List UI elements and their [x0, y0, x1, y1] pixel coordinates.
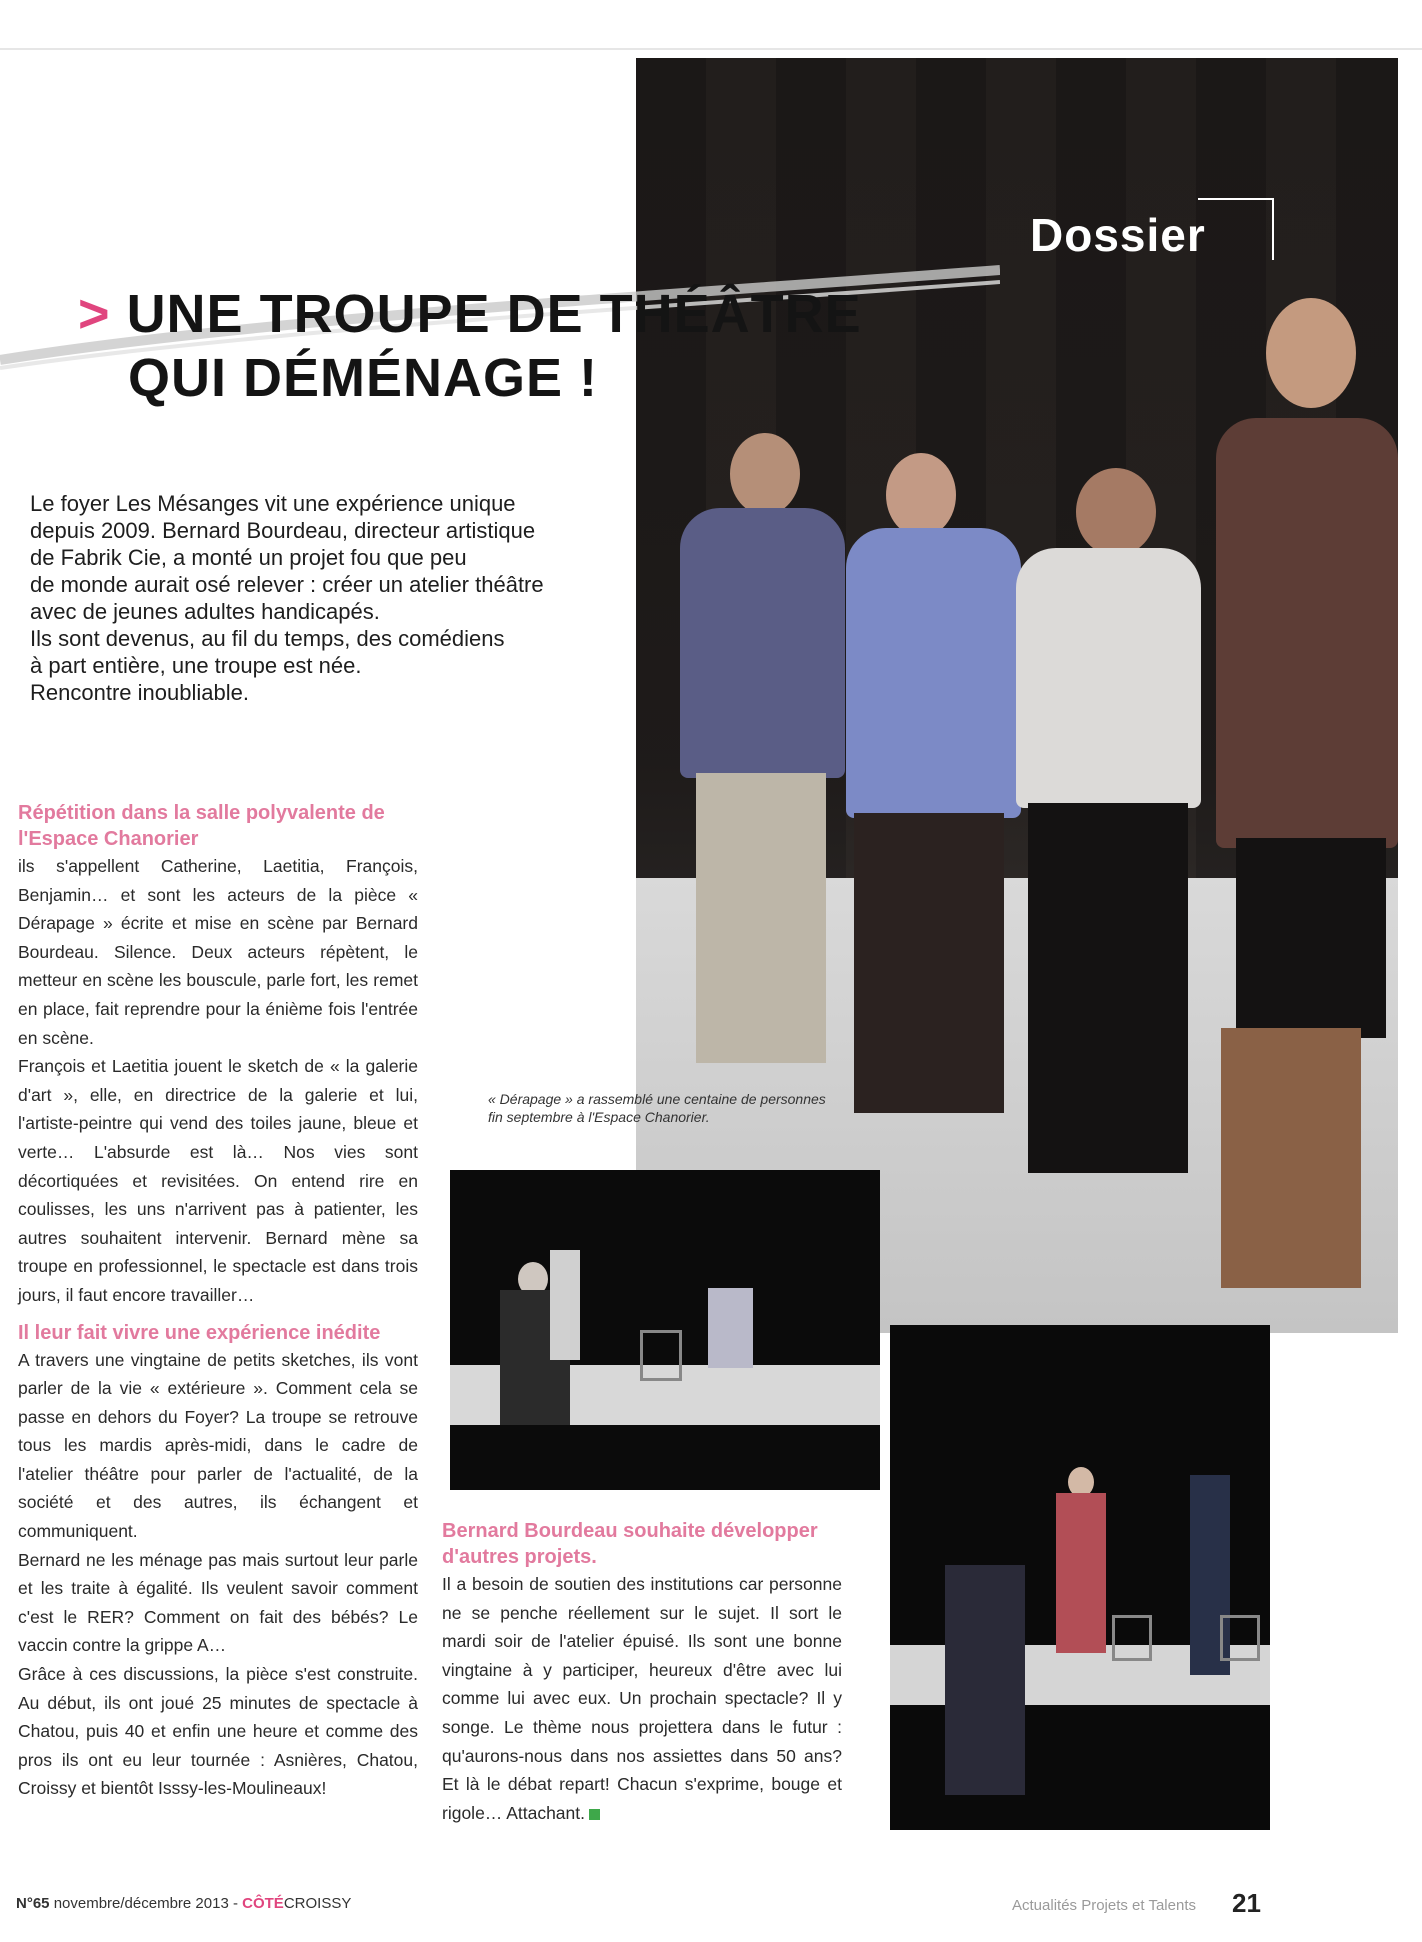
actor-head [730, 433, 800, 515]
actor-figure [1056, 1493, 1106, 1653]
page-number: 21 [1232, 1888, 1261, 1918]
right-column [442, 1518, 842, 1827]
intro-line: de monde aurait osé relever : créer un atelier théâtre [30, 572, 544, 597]
rehearsal-photo-2 [890, 1325, 1270, 1830]
paragraph [442, 1570, 842, 1827]
chair [640, 1330, 682, 1381]
article-title [78, 282, 862, 410]
actor-head [886, 453, 956, 537]
intro-line: de Fabrik Cie, a monté un projet fou que peu [30, 545, 467, 570]
caption-line: fin septembre à l'Espace Chanorier. [488, 1109, 710, 1125]
actor-legs [696, 773, 826, 1063]
subheading-experience: Il leur fait vivre une expérience inédite [18, 1321, 381, 1344]
director-figure [945, 1565, 1025, 1795]
corner-bracket [1198, 198, 1274, 260]
paragraph: Bernard ne les ménage pas mais surtout leur parle et les traite à égalité. Ils veulent savoir comment c'est le RER? Comment on fait des bébés? Le vaccin contre la grippe A… [18, 1549, 418, 1656]
footer-section: Actualités Projets et Talents [1012, 1897, 1196, 1914]
brand-name-rest: CROISSY [283, 1895, 352, 1912]
paragraph-text: Il a besoin de soutien des institutions car personne ne se penche réellement sur le sujet. Il sort le mardi soir de l'atelier épuisé. Ils sont une bonne vingtaine à y participer, heureux d'être avec lui comme lui avec eux. Un prochain spectacle? Il y songe. Le thème nous projettera dans le futur : qu'aurons-nous dans nos assiettes dans 50 ans? Et là le débat repart! Chacun s'exprime, bouge et rigole… Attachant. [442, 1574, 842, 1823]
actor-body [1016, 548, 1201, 808]
end-of-article-square-icon [589, 1809, 600, 1820]
intro-line: Le foyer Les Mésanges vit une expérience unique [30, 491, 516, 516]
title-chevron-icon: > [78, 284, 111, 344]
issue-number: N°65 [16, 1895, 50, 1912]
title-line-2: QUI DÉMÉNAGE ! [128, 348, 599, 408]
section-label: Dossier [1030, 209, 1206, 261]
actor-figure [550, 1250, 580, 1360]
seated-actor [708, 1288, 753, 1368]
footer-issue [16, 1895, 351, 1912]
actor-body [1216, 418, 1398, 848]
subheading-projects: Bernard Bourdeau souhaite développer d'autres projets. [442, 1520, 818, 1568]
intro-line: Rencontre inoubliable. [30, 680, 249, 705]
intro-text [30, 490, 590, 706]
paragraph: François et Laetitia jouent le sketch de « la galerie d'art », elle, en directrice de la galerie et lui, l'artiste-peintre qui vend des toiles jaune, bleue et verte… L'absurde est là… Nos vies sont décortiquées et revisitées. On entend rire en coulisses, les uns n'arrivent pas à patienter, les autres souhaitent intervenir. Bernard mène sa troupe en professionnel, le spectacle est dans trois jours, il faut encore travailler… [18, 1056, 418, 1305]
actor-boots [1221, 1028, 1361, 1288]
paragraph: Grâce à ces discussions, la pièce s'est construite. Au début, ils ont joué 25 minutes de spectacle à Chatou, puis 40 et enfin une heure et comme des pros ils ont eu leur tournée : Asnières, Chatou, Croissy et bientôt Isssy-les-Moulineaux! [18, 1664, 418, 1799]
chair [1112, 1615, 1152, 1661]
rehearsal-photo-1 [450, 1170, 880, 1490]
actor-body [680, 508, 845, 778]
intro-line: Ils sont devenus, au fil du temps, des comédiens [30, 626, 505, 651]
brand-name-bold: CÔTÉ [242, 1895, 284, 1912]
main-photo-troupe [636, 58, 1398, 1333]
intro-line: à part entière, une troupe est née. [30, 653, 362, 678]
actor-body [846, 528, 1021, 818]
actor-legs [1028, 803, 1188, 1173]
actor-head [1266, 298, 1356, 408]
actor-head [1076, 468, 1156, 556]
title-line-1: UNE TROUPE DE THÉÂTRE [126, 284, 862, 344]
actor-legs [1236, 838, 1386, 1038]
caption-line: « Dérapage » a rassemblé une centaine de personnes [488, 1091, 826, 1107]
left-column [18, 800, 418, 1803]
chair [1220, 1615, 1260, 1661]
photo-caption [488, 1090, 878, 1126]
paragraph: ils s'appellent Catherine, Laetitia, François, Benjamin… et sont les acteurs de la pièce « Dérapage » écrite et mise en scène par Bernard Bourdeau. Silence. Deux acteurs répètent, le metteur en scène les bouscule, parle fort, les remet en place, fait reprendre pour la énième fois l'entrée en scène. [18, 856, 418, 1048]
intro-line: depuis 2009. Bernard Bourdeau, directeur artistique [30, 518, 536, 543]
actor-legs [854, 813, 1004, 1113]
subheading-rehearsal: Répétition dans la salle polyvalente de l'Espace Chanorier [18, 802, 385, 850]
intro-line: avec de jeunes adultes handicapés. [30, 599, 380, 624]
issue-date: novembre/décembre 2013 - [53, 1895, 238, 1912]
top-rule [0, 48, 1422, 50]
paragraph: A travers une vingtaine de petits sketches, ils vont parler de la vie « extérieure ». Comment cela se passe en dehors du Foyer? La troupe se retrouve tous les mardis après-midi, dans le cadre de l'atelier théâtre pour parler de l'actualité, de la société et des autres, ils échangent et communiquent. [18, 1349, 418, 1542]
